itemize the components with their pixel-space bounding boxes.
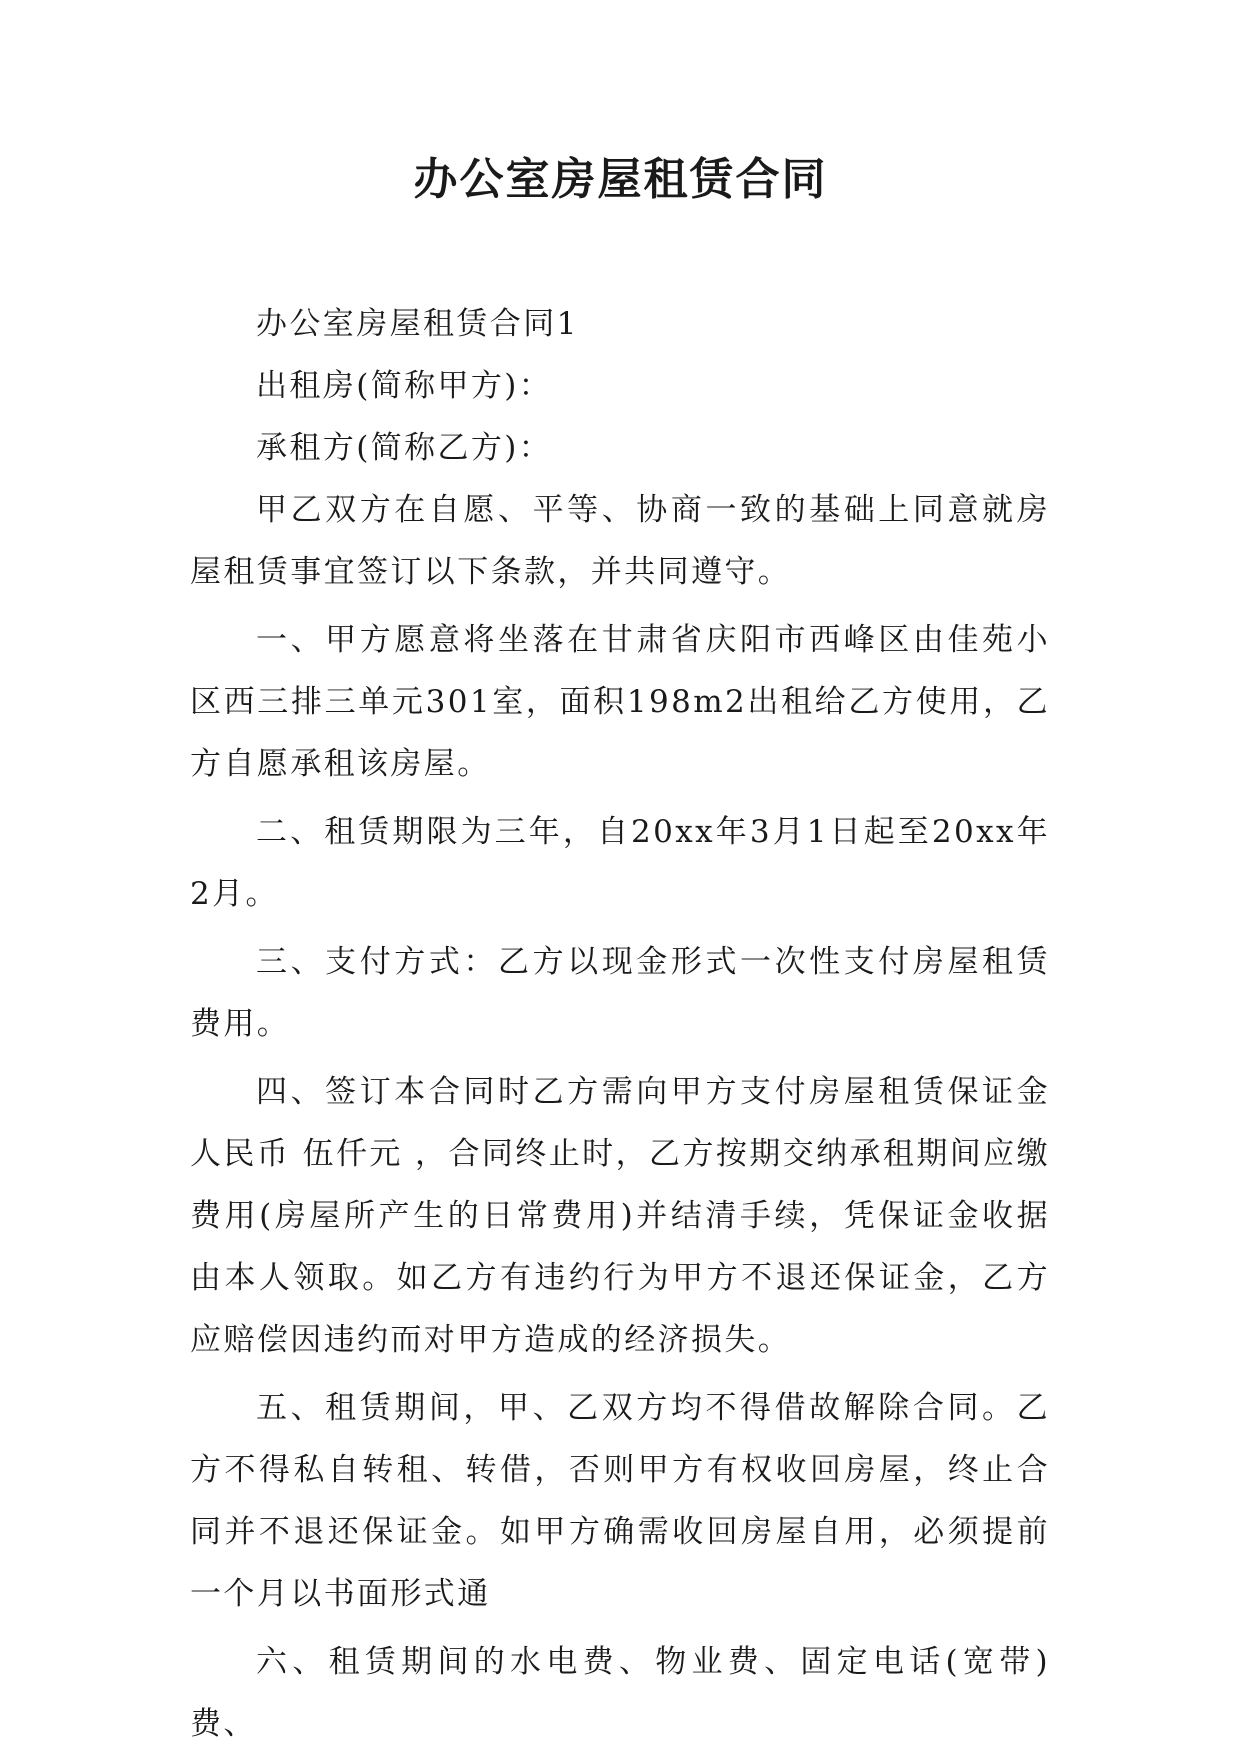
lessor-line: 出租房(简称甲方)： [256, 368, 553, 404]
clause-5-paragraph: 五、租赁期间，甲、乙双方均不得借故解除合同。乙方不得私自转租、转借，否则甲方有权收回房屋，终止合同并不退还保证金。如甲方确需收回房屋自用，必须提前一个月以书面形式通 [190, 1390, 1050, 1612]
clause-6-paragraph: 六、租赁期间的水电费、物业费、固定电话(宽带)费、 [190, 1644, 1050, 1742]
clause-3-paragraph: 三、支付方式：乙方以现金形式一次性支付房屋租赁费用。 [190, 944, 1050, 1042]
contract-subtitle: 办公室房屋租赁合同1 [256, 306, 579, 342]
document-title: 办公室房屋租赁合同 [413, 154, 828, 205]
clause-4-paragraph: 四、签订本合同时乙方需向甲方支付房屋租赁保证金人民币 伍仟元 ，合同终止时，乙方按期交纳承租期间应缴费用(房屋所产生的日常费用)并结清手续，凭保证金收据由本人领取。如乙方有违约行为甲方不退还保证金，乙方应赔偿因违约而对甲方造成的经济损失。 [190, 1074, 1050, 1358]
document-body [190, 293, 1050, 1755]
clause-1-paragraph: 一、甲方愿意将坐落在甘肃省庆阳市西峰区由佳苑小区西三排三单元301室，面积198m2出租给乙方使用，乙方自愿承租该房屋。 [190, 622, 1050, 782]
preamble-paragraph: 甲乙双方在自愿、平等、协商一致的基础上同意就房屋租赁事宜签订以下条款，并共同遵守。 [190, 492, 1050, 590]
clause-2-paragraph: 二、租赁期限为三年，自20xx年3月1日起至20xx年2月。 [190, 814, 1050, 912]
lessee-line: 承租方(简称乙方)： [256, 430, 553, 466]
